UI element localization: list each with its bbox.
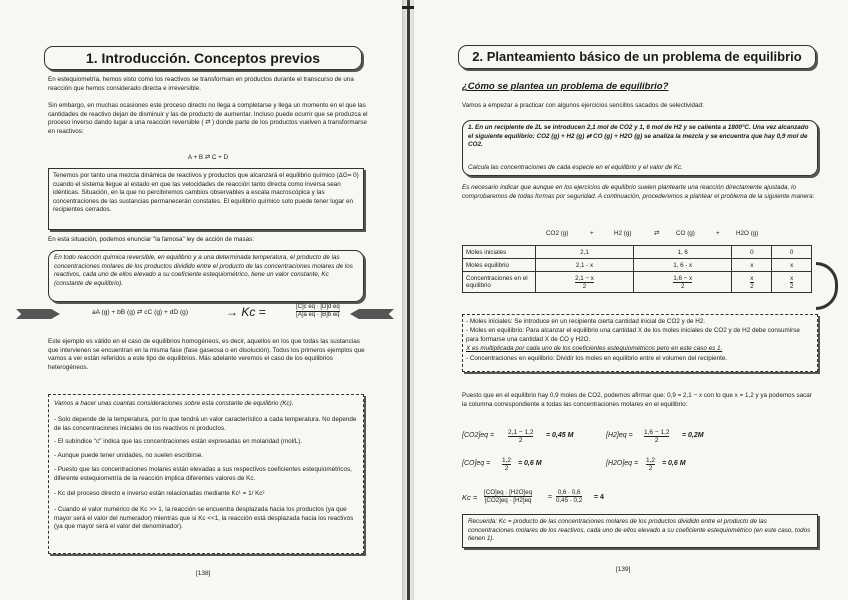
co-fraction — [502, 457, 511, 472]
species-h2o: H2O (g) — [736, 230, 759, 237]
h2o-fraction — [646, 457, 655, 472]
h2-fraction — [644, 429, 669, 444]
note-item: - Moles iniciales: Se introduce en un recipiente cierta cantidad inicial de CO2 y de H2. — [466, 318, 706, 325]
fraction-numerator: x — [750, 274, 754, 282]
fraction-denominator: [CO2]eq · [H2]eq — [484, 497, 532, 504]
fraction-numerator: x — [790, 274, 794, 282]
fraction-denominator: 0,45 · 0,2 — [556, 497, 583, 504]
problem-question: Calcula las concentraciones de cada especie en el equilibrio y el valor de Kc. — [468, 164, 683, 171]
fraction-numerator: 1,6 − 1,2 — [644, 429, 670, 436]
left-decorative-arrow-icon — [16, 309, 60, 319]
equilibrium-arrow: ⇄ — [654, 230, 660, 237]
table-row — [463, 246, 812, 259]
fraction-denominator: 2 — [582, 282, 587, 290]
consideration-item: - Kc del proceso directo e inverso están relacionadas mediante Kc¹ = 1/ Kc² — [54, 490, 265, 497]
kc-symbolic-fraction — [484, 489, 532, 504]
fraction-denominator: 2 — [680, 282, 685, 290]
row-label: Moles iniciales — [463, 246, 536, 259]
mass-action-intro: En esta situación, podemos enunciar "la famosa" ley de acción de masas: — [48, 236, 255, 243]
fraction-denominator: 2 — [750, 282, 754, 290]
table-cell: 1, 6 — [633, 246, 732, 259]
h2o-conc-label: [H2O]eq = — [606, 460, 639, 467]
table-cell: x — [732, 259, 772, 272]
table-cell: x — [772, 259, 812, 272]
fraction-denominator: 2 — [518, 437, 523, 444]
table-cell: 1, 6 - x — [633, 259, 732, 272]
mass-action-law-text: En todo reacción química reversible, en equilibrio y a una determinada temperatura, el producto de las concentraciones molares de los productos dividido entre el producto de las concentraciones molares de los reactivos, cada uno de ellos elevado a su coeficiente estequiométrico, tiene un valor constante, Kc (constante de equilibrio). — [54, 254, 353, 287]
homogeneous-paragraph: Este ejemplo es válido en el caso de equilibrios homogéneos, es decir, aquellos en los que todas las sustancias que intervienen se encuentran en la misma fase (fase gaseosa o en disolución). Todos los primeros ejemplos que vamos a ver están referidos a este tipo de equilibrios. Más adelante veremos el caso de los equilibrios heterogéneos. — [48, 338, 365, 371]
plus-sign: + — [716, 230, 720, 237]
kc-general-denominator: [A]a eq · [B]b eq — [296, 312, 340, 318]
note-item: X es multiplicada por cada uno de los coeficientes estequiométricos pero en este caso es 1. — [466, 345, 723, 352]
left-page — [0, 0, 404, 600]
consideration-item: - El subíndice "c" indica que las concentraciones están expresadas en molaridad (mol/L). — [54, 438, 303, 445]
equilibrium-table — [462, 245, 812, 293]
plus-sign: + — [590, 230, 594, 237]
problem-statement: 1. En un recipiente de 2L se introducen 2,1 mol de CO2 y 1, 6 mol de H2 y se calienta a 1800°C. Una vez alcanzado el siguiente equilibrio: CO2 (g) + H2 (g) ⇄ CO (g) + H2O (g) se analiza la mezcla y se encuentra que hay 0,9 mol de CO2. — [468, 124, 809, 149]
consideration-item: - Puesto que las concentraciones molares están elevadas a sus respectivos coeficientes estequiométricos, diferente estequiometría de la reacción implica diferentes valores de Kc. — [54, 466, 352, 482]
reversible-paragraph: Sin embargo, en muchas ocasiones este proceso directo no llega a completarse y llega un momento en el que las cantidades de reactivo dejan de disminuir y las de producto de aumentar. Incluso puede ocurrir que se produzca el proceso inverso dando lugar a una reacción reversible ( ⇄ ) donde parte de los productos vuelven a transformarse en reactivos: — [48, 102, 368, 135]
row-label: Moles equilibrio — [463, 259, 536, 272]
note-item: - Moles en equilibrio: Para alcanzar el equilibrio una cantidad X de los moles iniciales de CO2 y de H2 debe consumirse para formarse una cantidad X de CO y H2O. — [466, 327, 800, 343]
table-row — [463, 259, 812, 272]
considerations-title: Vamos a hacer unas cuantas consideraciones sobre esta constante de equilibrio (Kc). — [54, 400, 294, 407]
kc-result: = 4 — [594, 494, 604, 501]
co-conc-label: [CO]eq = — [462, 460, 491, 467]
fraction-numerator: [CO]eq · [H2O]eq — [484, 489, 533, 496]
row-label: Concentraciones en el equilibrio — [463, 272, 536, 293]
fraction-denominator: 2 — [648, 465, 653, 472]
kc-numeric-fraction — [556, 489, 582, 504]
species-h2: H2 (g) — [614, 230, 632, 237]
table-row — [463, 272, 812, 293]
co-conc-result: = 0,6 M — [518, 460, 542, 467]
curved-arrow-icon — [816, 262, 838, 310]
fraction-numerator: 2,1 − 1,2 — [508, 429, 534, 436]
kc-label: Kc = — [462, 493, 478, 502]
table-cell: 2,1 - x — [536, 259, 634, 272]
kc-equals: = — [548, 494, 553, 501]
table-cell — [633, 272, 732, 293]
h2-conc-result: = 0,2M — [682, 432, 704, 439]
right-decorative-arrow-icon — [350, 309, 394, 319]
table-cell: 0 — [732, 246, 772, 259]
table-cell: 2,1 — [536, 246, 634, 259]
note-item: - Concentraciones en equilibrio: Dividir los moles en equilibrio entre el volumen del recipiente. — [466, 355, 728, 362]
fraction-numerator: 1,6 − x — [673, 274, 693, 282]
consideration-item: - Aunque puede tener unidades, no suelen escribirse. — [54, 452, 204, 459]
right-page-number: [139] — [616, 566, 631, 573]
practice-intro: Vamos a empezar a practicar con algunos ejercicios sencillos sacados de selectividad: — [462, 102, 704, 109]
h2o-conc-result: = 0,6 M — [662, 460, 686, 467]
kc-symbol: → Kc = — [226, 305, 266, 319]
fraction-denominator: 2 — [654, 437, 659, 444]
consideration-item: - Solo depende de la temperatura, por lo que tendrá un valor característico a cada temperatura. No depende de las concentraciones iniciales de los reactivos ni productos. — [54, 416, 357, 432]
fraction-numerator: 0,6 · 0,6 — [557, 489, 581, 496]
species-co2: CO2 (g) — [546, 230, 569, 237]
table-cell — [772, 272, 812, 293]
fraction-numerator: 1,2 — [646, 457, 656, 464]
section-subtitle: ¿Cómo se plantea un problema de equilibrio? — [462, 81, 669, 92]
fraction-denominator: 2 — [789, 282, 794, 290]
co2-conc-result: = 0,45 M — [546, 432, 574, 439]
solution-paragraph: Puesto que en el equilibrio hay 0,9 moles de CO2, podemos afirmar que: 0,9 = 2,1 − x con lo que x = 1,2 y ya podemos sacar la columna correspondiente a todas las concentraciones molares en el equilibrio: — [462, 392, 812, 408]
left-page-number: [138] — [196, 570, 211, 577]
equilibrium-box-text: Tenemos por tanto una mezcla dinámica de reactivos y productos que alcanzará el equilibrio químico (ΔG= 0) cuando el sistema llegue al estado en que las velocidades de reacción tanto directa como inversa sean idénticas. Situación, en la que no percibiremos cambios observables a escala macroscópica y las concentraciones de las sustancias permanecerán constates. El equilibrio químico solo puede tener lugar en recipientes cerrados. — [53, 172, 359, 214]
fraction-denominator: 2 — [504, 465, 509, 472]
table-cell — [732, 272, 772, 293]
right-page-title: 2. Planteamiento básico de un problema de equilibrio — [472, 49, 802, 64]
intro-paragraph: En estequiometría, hemos visto como los reactivos se transforman en productos durante el transcurso de una reacción que hemos considerado directa e irreversible. — [48, 76, 354, 92]
general-equation: aA (g) + bB (g) ⇄ cC (g) + dD (g) — [92, 309, 189, 316]
table-cell — [536, 272, 634, 293]
h2-conc-label: [H2]eq = — [606, 432, 633, 439]
fraction-numerator: 1,2 — [502, 457, 512, 464]
left-page-title: 1. Introducción. Conceptos previos — [85, 50, 321, 66]
co2-fraction — [508, 429, 533, 444]
kc-general-numerator: [C]c eq · [D]d eq — [296, 304, 340, 310]
simple-equation: A + B ⇄ C + D — [187, 154, 229, 161]
right-page — [414, 0, 848, 600]
kc-general-fraction — [296, 304, 340, 319]
method-paragraph: Es necesario indicar que aunque en los ejercicios de equilibrio suelen plantearte una reacción directamente ajustada, lo comprobaremos de todas formas por seguridad. A continuación, procederemos a plantear el problema de la siguiente manera: — [462, 184, 815, 200]
consideration-item: - Cuando el valor numérico de Kc >> 1, la reacción se encuentra desplazada hacia los productos (ya que mayor será el valor del numerador) mientras que si Kc <<1, la reacción está desplazada hacia los reactivos (ya que mayor será el valor del denominador). — [54, 506, 354, 531]
species-co: CO (g) — [676, 230, 695, 237]
recuerda-text: Recuerda: Kc = producto de las concentraciones molares de los productos dividido entre el producto de las concentraciones molares de los reactivos, cada uno de ellos elevado a su coeficiente estequiométrico (en este caso, todos tienen 1). — [468, 518, 811, 543]
co2-conc-label: [CO2]eq = — [462, 432, 495, 439]
table-cell: 0 — [772, 246, 812, 259]
fraction-numerator: 2,1 − x — [575, 274, 594, 282]
